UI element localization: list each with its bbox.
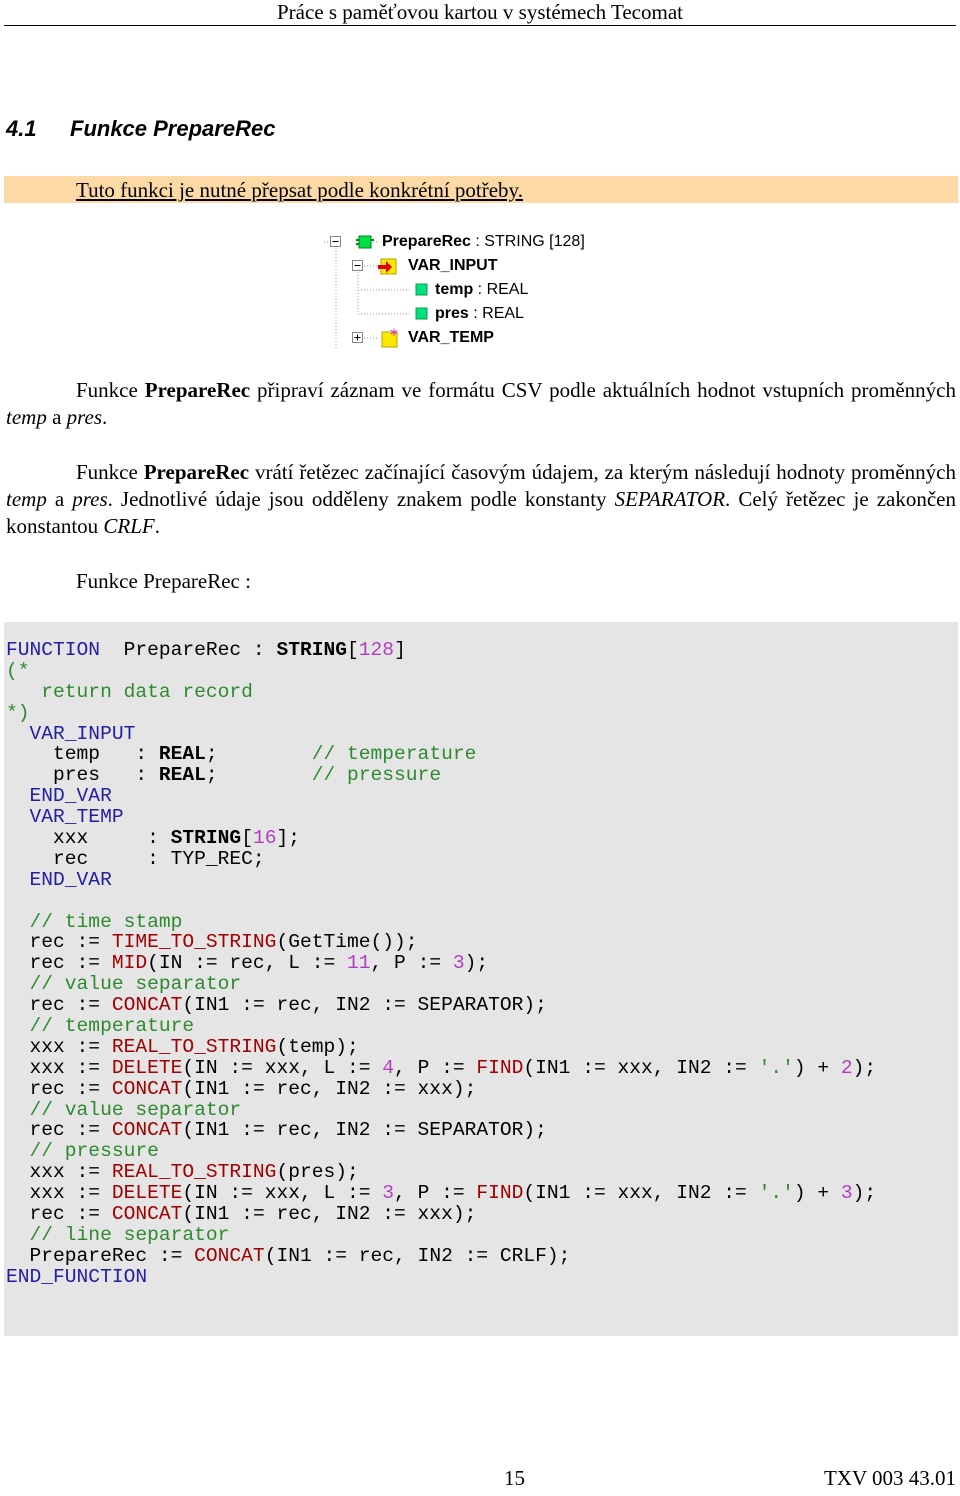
tree-view — [320, 228, 610, 350]
text: připraví záznam ve formátu CSV podle aktuálních hodnot vstupních proměnných — [250, 378, 956, 402]
document-id: TXV 003 43.01 — [823, 1466, 956, 1490]
code-token: 11 — [347, 952, 371, 975]
code-token: xxx := — [6, 1056, 112, 1079]
code-token: rec := — [6, 1077, 112, 1100]
code-line — [6, 974, 876, 995]
code-line — [6, 1037, 876, 1058]
code-token: 4 — [382, 1056, 395, 1079]
code-token: rec := — [6, 1119, 112, 1142]
code-token: STRING — [170, 827, 242, 850]
section-number: 4.1 — [6, 116, 37, 141]
text-italic: SEPARATOR — [614, 487, 726, 511]
code-token: (IN1 := rec, IN2 := SEPARATOR); — [182, 994, 547, 1017]
code-token: '.' — [758, 1182, 794, 1205]
code-token: ) + — [793, 1182, 841, 1205]
code-token: // temperature — [6, 1015, 195, 1038]
code-token: *) — [6, 701, 30, 724]
code-token: rec := — [6, 994, 112, 1017]
text: a — [46, 487, 73, 511]
code-token: '.' — [758, 1056, 794, 1079]
tree-node-var-input[interactable] — [408, 255, 498, 277]
tree-temp-type: : REAL — [473, 281, 529, 298]
variable-icon — [415, 283, 429, 297]
code-token: DELETE — [111, 1056, 183, 1079]
code-token: ); — [852, 1182, 877, 1205]
code-token: // time stamp — [6, 910, 183, 933]
text: Funkce — [76, 460, 144, 484]
code-line — [6, 1246, 876, 1267]
code-token: END_VAR — [6, 868, 112, 891]
input-folder-icon — [378, 257, 398, 277]
expand-icon[interactable] — [352, 332, 364, 344]
tree-temp-name: temp — [435, 281, 474, 298]
code-token: REAL_TO_STRING — [111, 1035, 277, 1058]
text: a — [46, 405, 67, 429]
code-line — [6, 807, 876, 828]
code-token: // pressure — [311, 764, 442, 787]
code-token: (IN1 := xxx, IN2 := — [523, 1056, 759, 1079]
code-token: PrepareRec : — [100, 639, 277, 661]
code-token: (* — [6, 659, 30, 682]
code-line — [6, 1079, 876, 1100]
text: . Jednotlivé údaje jsou odděleny znakem podle konstanty — [107, 487, 615, 511]
code-token: CONCAT — [111, 1203, 183, 1226]
tree-node-var-temp[interactable] — [408, 327, 494, 349]
code-token: CONCAT — [111, 1077, 183, 1100]
text-italic: temp — [6, 405, 47, 429]
code-token: 16 — [252, 827, 277, 850]
tree-var-temp-label: VAR_TEMP — [408, 329, 494, 346]
text-italic: pres — [72, 487, 108, 511]
code-token: FIND — [476, 1182, 524, 1205]
code-token: (IN1 := rec, IN2 := xxx); — [182, 1203, 477, 1226]
code-token: END_FUNCTION — [6, 1265, 148, 1288]
note-banner — [4, 176, 958, 203]
page-header — [0, 0, 960, 24]
code-token: (IN := xxx, L := — [182, 1056, 383, 1079]
code-token: 3 — [382, 1182, 395, 1205]
tree-var-input-label: VAR_INPUT — [408, 257, 498, 274]
code-token: , P := — [370, 952, 453, 975]
code-token: ); — [852, 1056, 877, 1079]
code-token: rec := — [6, 952, 112, 975]
code-line — [6, 932, 876, 953]
code-token: // value separator — [6, 1098, 242, 1121]
header-divider — [4, 25, 956, 26]
code-line — [6, 1162, 876, 1183]
code-token: ] — [394, 639, 406, 661]
code-token: [ — [347, 639, 359, 661]
tree-node-root[interactable] — [382, 231, 585, 253]
text: . Celý řetězec je zakončen konstantou — [6, 487, 956, 538]
code-token: rec : TYP_REC; — [6, 847, 265, 870]
tree-node-pres[interactable] — [435, 303, 524, 325]
svg-text:*: * — [390, 327, 398, 344]
code-token: xxx := — [6, 1161, 112, 1184]
code-token: ; — [205, 764, 312, 787]
paragraph-1 — [6, 377, 956, 431]
code-line — [6, 995, 876, 1016]
code-token: [ — [241, 827, 253, 850]
code-line — [6, 1141, 876, 1162]
code-token: REAL_TO_STRING — [111, 1161, 277, 1184]
code-token: xxx := — [6, 1182, 112, 1205]
code-token: ) + — [793, 1056, 841, 1079]
page-number: 15 — [504, 1466, 525, 1490]
tree-node-temp[interactable] — [435, 279, 528, 301]
variable-icon — [415, 307, 429, 321]
code-line — [6, 1183, 876, 1204]
code-token: STRING — [276, 639, 348, 661]
tree-pres-name: pres — [435, 305, 469, 322]
code-token: REAL — [158, 764, 206, 787]
code-token: xxx := — [6, 1035, 112, 1058]
code-token: FIND — [476, 1056, 524, 1079]
code-line — [6, 828, 876, 849]
code-token: rec := — [6, 931, 112, 954]
code-token: temp : — [6, 743, 159, 766]
code-line — [6, 1204, 876, 1225]
note-text: Tuto funkci je nutné přepsat podle konkrétní potřeby. — [76, 178, 523, 202]
code-line — [6, 953, 876, 974]
code-line — [6, 1120, 876, 1141]
code-caption — [6, 568, 956, 595]
text-bold: PrepareRec — [143, 460, 250, 484]
code-token: FUNCTION — [6, 639, 101, 661]
code-line — [6, 1267, 876, 1288]
code-line — [6, 849, 876, 870]
code-token: (pres); — [276, 1161, 359, 1184]
code-token: 2 — [840, 1056, 853, 1079]
text-bold: PrepareRec — [144, 378, 251, 402]
collapse-icon[interactable] — [330, 236, 342, 248]
section-heading — [6, 114, 275, 144]
code-line — [6, 1016, 876, 1037]
code-line — [6, 1225, 876, 1246]
text: Funkce — [76, 378, 145, 402]
code-line — [6, 765, 876, 786]
code-line — [6, 640, 876, 661]
text-italic: CRLF — [103, 514, 155, 538]
code-line — [6, 1058, 876, 1079]
section-title: Funkce PrepareRec — [70, 116, 276, 141]
code-token: REAL — [158, 743, 206, 766]
paragraph-2 — [6, 459, 956, 540]
code-token: (IN1 := rec, IN2 := xxx); — [182, 1077, 477, 1100]
collapse-icon[interactable] — [352, 260, 364, 272]
code-token: (temp); — [276, 1035, 359, 1058]
code-token: pres : — [6, 764, 159, 787]
code-token: 3 — [840, 1182, 853, 1205]
code-line — [6, 682, 876, 703]
temp-folder-icon — [378, 327, 400, 349]
code-token: CONCAT — [111, 994, 183, 1017]
code-token: MID — [111, 952, 148, 975]
code-line — [6, 912, 876, 933]
code-token: PrepareRec := — [6, 1244, 195, 1267]
code-token: (GetTime()); — [276, 931, 418, 954]
code-token: (IN := xxx, L := — [182, 1182, 383, 1205]
code-token: return data record — [6, 680, 253, 703]
code-token: , P := — [394, 1056, 477, 1079]
code-token: // temperature — [311, 743, 477, 766]
code-token: ); — [464, 952, 489, 975]
header-title: Práce s paměťovou kartou v systémech Tecomat — [277, 0, 683, 24]
tree-root-name: PrepareRec — [382, 233, 471, 250]
text: vrátí řetězec začínající časovým údajem, za kterým následují hodnoty proměnných — [249, 460, 956, 484]
code-token: VAR_INPUT — [6, 722, 136, 745]
tree-root-type: : STRING [128] — [470, 233, 585, 250]
text: . — [154, 514, 161, 538]
code-token: TIME_TO_STRING — [111, 931, 277, 954]
code-token: 3 — [452, 952, 465, 975]
code-token: VAR_TEMP — [6, 806, 124, 829]
code-token: // line separator — [6, 1223, 230, 1246]
text-italic: pres — [66, 405, 103, 429]
text-italic: temp — [6, 487, 47, 511]
code-token: (IN1 := rec, IN2 := CRLF); — [264, 1244, 571, 1267]
code-token: (IN := rec, L := — [147, 952, 347, 975]
code-token: CONCAT — [194, 1244, 265, 1267]
code-token: // pressure — [6, 1140, 159, 1163]
code-token: rec := — [6, 1203, 112, 1226]
code-token: , P := — [394, 1182, 477, 1205]
function-block-icon — [356, 233, 374, 251]
code-token: 128 — [358, 639, 395, 661]
code-line — [6, 744, 876, 765]
code-token: DELETE — [111, 1182, 183, 1205]
code-line — [6, 891, 876, 912]
text: . — [102, 405, 108, 429]
code-line — [6, 661, 876, 682]
code-token: // value separator — [6, 973, 242, 996]
code-token: CONCAT — [111, 1119, 183, 1142]
code-token: ; — [205, 743, 312, 766]
caption-text: Funkce PrepareRec : — [76, 569, 251, 593]
code-line — [6, 786, 876, 807]
code-token: END_VAR — [6, 785, 112, 808]
code-line — [6, 1100, 876, 1121]
code-token: ]; — [276, 827, 301, 850]
tree-pres-type: : REAL — [468, 305, 524, 322]
code-line — [6, 870, 876, 891]
code-line — [6, 724, 876, 745]
code-line — [6, 703, 876, 724]
code-listing — [6, 640, 876, 1288]
code-token: (IN1 := xxx, IN2 := — [523, 1182, 759, 1205]
code-token: xxx : — [6, 827, 171, 850]
code-token: (IN1 := rec, IN2 := SEPARATOR); — [182, 1119, 547, 1142]
